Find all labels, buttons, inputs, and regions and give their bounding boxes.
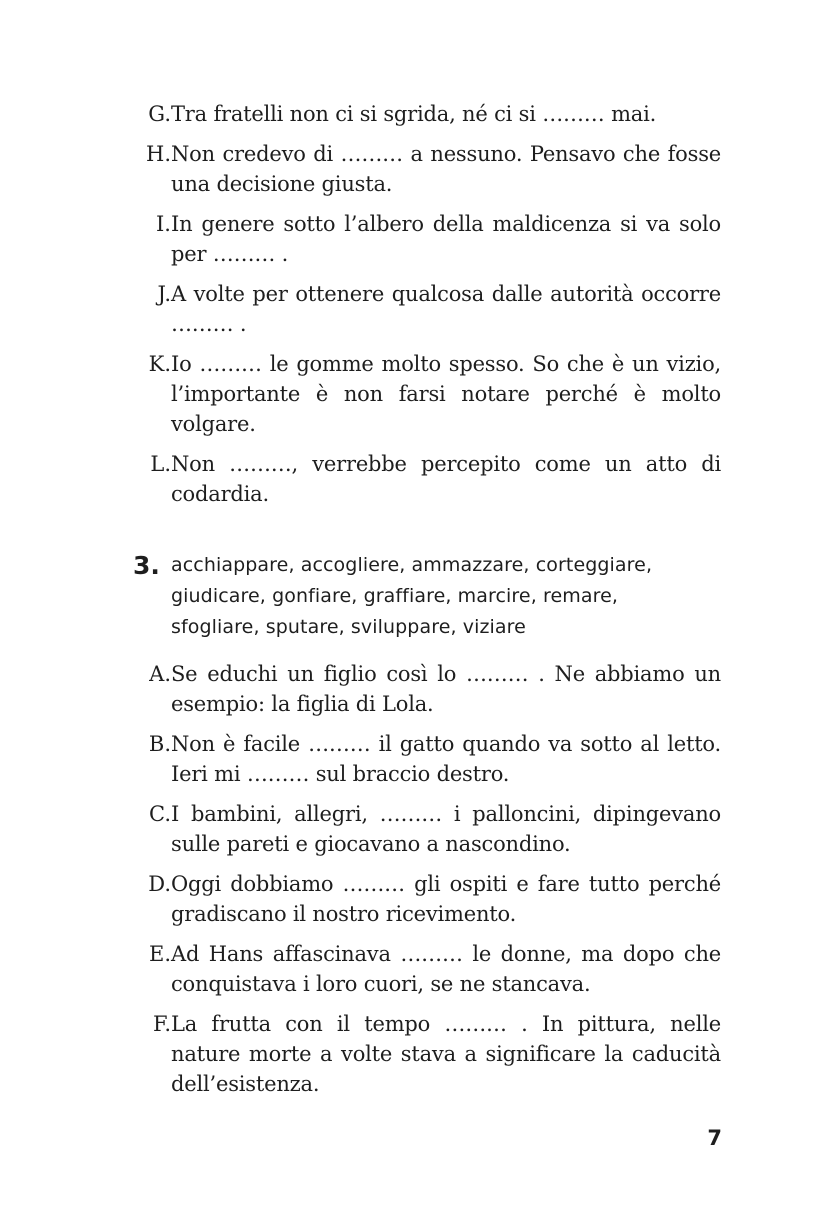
- item-text: In genere sotto l’albero della maldicenza si va solo per ……… .: [171, 212, 721, 266]
- item-text: A volte per ottenere qualcosa dalle autorità occorre ……… .: [171, 282, 721, 336]
- item-label: E.: [148, 942, 171, 966]
- item-label: B.: [148, 732, 171, 756]
- item-label: A.: [149, 662, 171, 686]
- item-text: Ad Hans affascinava ……… le donne, ma dopo che conquistava i loro cuori, se ne stancava.: [171, 942, 721, 996]
- list-item: [133, 939, 721, 999]
- list-item: [133, 799, 721, 859]
- item-text: Se educhi un figlio così lo ……… . Ne abbiamo un esempio: la figlia di Lola.: [171, 662, 721, 716]
- word-bank-line: giudicare, gonfiare, graffiare, marcire, remare,: [171, 585, 619, 607]
- list-item: [133, 209, 721, 269]
- item-label: I.: [156, 212, 171, 236]
- word-bank-line: acchiappare, accogliere, ammazzare, corteggiare,: [171, 554, 653, 576]
- item-text: Oggi dobbiamo ……… gli ospiti e fare tutto perché gradiscano il nostro ricevimento.: [171, 872, 721, 926]
- item-text: Non è facile ……… il gatto quando va sotto al letto. Ieri mi ……… sul braccio destro.: [171, 732, 721, 786]
- item-text: Non credevo di ……… a nessuno. Pensavo che fosse una decisione giusta.: [171, 142, 721, 196]
- list-item: [133, 349, 721, 439]
- list-item: [133, 729, 721, 789]
- list-item: [133, 99, 721, 129]
- item-text: Tra fratelli non ci si sgrida, né ci si ……… mai.: [171, 102, 657, 126]
- exercise-number: 3.: [133, 551, 160, 580]
- item-label: K.: [148, 352, 171, 376]
- item-text: Io ……… le gomme molto spesso. So che è un vizio, l’importante è non farsi notare perché è molto volgare.: [171, 352, 721, 436]
- list-item: [133, 659, 721, 719]
- word-bank: [171, 550, 721, 643]
- list-item: [133, 279, 721, 339]
- word-bank-line: sfogliare, sputare, sviluppare, viziare: [171, 616, 526, 638]
- item-label: F.: [153, 1012, 171, 1036]
- item-label: L.: [150, 452, 171, 476]
- item-label: J.: [157, 282, 171, 306]
- item-label: D.: [148, 872, 171, 896]
- list-item: [133, 449, 721, 509]
- exercise-items: [133, 659, 721, 1109]
- page-number: 7: [707, 1126, 722, 1150]
- item-label: G.: [148, 102, 171, 126]
- list-item: [133, 139, 721, 199]
- list-item: [133, 869, 721, 929]
- item-label: H.: [146, 142, 171, 166]
- previous-exercise-items: [133, 99, 721, 519]
- list-item: [133, 1009, 721, 1099]
- item-label: C.: [149, 802, 171, 826]
- item-text: La frutta con il tempo ……… . In pittura, nelle nature morte a volte stava a significare la caducità dell’esistenza.: [171, 1012, 721, 1096]
- exercise-heading: [133, 550, 721, 643]
- item-text: I bambini, allegri, ……… i palloncini, dipingevano sulle pareti e giocavano a nascondino.: [171, 802, 721, 856]
- item-text: Non ………, verrebbe percepito come un atto di codardia.: [171, 452, 721, 506]
